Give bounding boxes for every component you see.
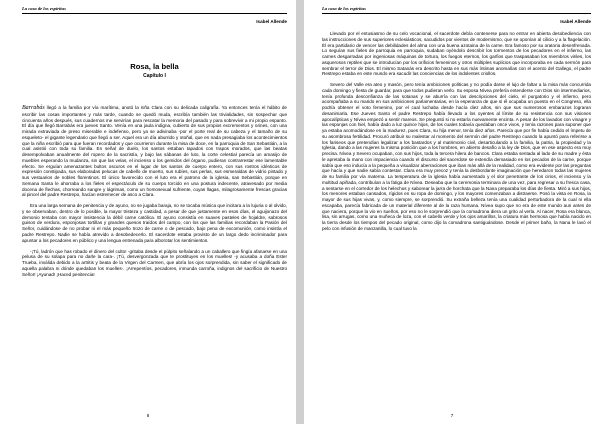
left-page [0,0,296,424]
dropcap-word: Barrabás [22,105,45,111]
running-head [322,6,591,12]
paragraph: Severo del Valle era ateo y masón, pero tenía ambiciones políticas y no podía darse el lujo de faltar a la misa más concurrida cada domingo y fiesta de guardar, para que todos pudieran verlo. Su esposa Nívea prefería entenderse con Dios sin intermediarios, tenía profunda desconfianza de las sotanas y se aburría con las descripciones del cielo, el purgatorio y el infierno, pero acompañaba a su marido en sus ambiciones parlamentarias, en la esperanza de que si él ocupaba un puesto en el Congreso, ella podría obtener el voto femenino, por el cual luchaba desde hacía diez años, sin que sus numerosos embarazos lograran desanimarla. Ese Jueves Santo el padre Restrepo había llevado a los oyentes al límite de su resistencia con sus visiones apocalípticas y Nívea empezó a sentir mareos. Se preguntó si no estaría nuevamente encinta. A pesar de los lavados con vinagre y las esponjas con hiel, había dado a luz quince hijos, de los cuales todavía quedaban once vivos, y tenía razones para suponer que ya estaba acomodándose en la madurez, pues Clara, su hija menor, tenía diez años. Parecía que por fin había cedido el ímpetu de su asombrosa fertilidad. Procuró atribuir su malestar al momento del sermón del padre Restrepo cuando la apuntó para referirse a los fariseos que pretendían legalizar a los bastardos y al matrimonio civil, desarticulando a la familia, la patria, la propiedad y la Iglesia, dando a las mujeres la misma posición que a los hombres, en abierto desafío a la ley de Dios, que en ese aspecto era muy precisa. Nívea y Severo ocupaban, con sus hijos, toda la tercera hilera de bancos. Clara estaba sentada al lado de su madre y ésta le apretaba la mano con impaciencia cuando el discurso del sacerdote se extendía demasiado en los pecados de la carne, porque sabía que eso inducía a la pequeña a visualizar aberraciones que iban más allá de la realidad, como era evidente por las preguntas que hacía y que nadie sabía contestar. Clara era muy precoz y tenía la desbordante imaginación que heredaron todas las mujeres de su familia por vía materna. La temperatura de la iglesia había aumentado y el olor penetrante de los cirios, el incienso y la multitud apiñada, contribuían a la fatiga de Nívea. Deseaba que la ceremonia terminara de una vez, para regresar a su fresca casa, a sentarse en el corredor de los helechos y saborear la jarra de horchata que la Nana preparaba los días de fiesta. Miró a sus hijos, los menores estaban cansados, rígidos en su ropa de domingo, y los mayores comenzaban a distraerse. Posó la vista en Rosa, la mayor de sus hijas vivas, y, como siempre, se sorprendió. Su extraña belleza tenía una cualidad perturbadora de la cual ni ella escapaba, parecía fabricada de un material diferente al de la raza humana. Nívea supo que no era de este mundo aun antes de que naciera, porque la vio en sueños, por eso no le sorprendió que la comadrona diera un grito al verla. Al nacer, Rosa era blanca, lisa, sin arrugas, como una muñeca de loza, con el cabello verde y los ojos amarillos, la criatura más hermosa que había nacido en la tierra desde los tiempos del pecado original, como dijo la comadrona santiguándose. Desde el primer baño, la Nana le lavó el pelo con infusión de manzanilla, lo cual tuvo la [322,82,591,231]
paragraph: Llevado por el entusiasmo de su celo vocacional, el sacerdote debía contenerse para no entrar en abierta desobediencia con las instrucciones de sus superiores eclesiásticos, sacudidos por vientos de modernismo, que se oponían al cilicio y a la flagelación. Él era partidario de vencer las debilidades del alma con una buena azotaina de la carne. Era famoso por su oratoria desenfrenada. Lo seguían sus fieles de parroquia en parroquia, sudaban oyéndolo describir los tormentos de los pecadores en el infierno, las carnes desgarradas por ingeniosas máquinas de tortura, los fuegos eternos, los garfios que traspasaban los miembros viriles, los asquerosos reptiles que se introducían por los orificios femeninos y otros múltiples suplicios que incorporaba en cada sermón para sembrar el terror de Dios. El mismo Satanás era descrito hasta en sus más íntimas anomalías con el acento del Gallego, el padre Restrepo estaba en este mundo era sacudir las conciencias de los indolentes criollos. [322,31,591,77]
chapter-title: Rosa, la bella [130,62,179,71]
author-name: Isabel Allende [560,19,591,24]
paragraph [22,105,287,198]
body-text [22,105,287,277]
page-number: 6 [146,413,150,418]
header-rule [22,13,287,14]
page-number: 7 [450,413,454,418]
right-page [304,0,600,424]
paragraph: Era una larga semana de penitencia y de ayuno, no se jugaba baraja, no se tocaba música que incitara a la lujuria o al olvido, y se observaban, dentro de lo posible, la mayor tristeza y castidad, a pesar de que justamente en esos días, el aguijonazo del demonio tentaba con mayor insistencia la débil carne católica. El ayuno consistía en suaves pasteles de hojaldre, sabrosos guisos de verdura, esponjosas tortillas y grandes quesos traídos del campo, con los que las familias recordaban la Pasión del Señor, cuidándose de no probar ni el más pequeño trozo de carne o de pescado, bajo pena de excomunión, como insistía el padre Restrepo. Nadie se había atrevido a desobedecerlo. El sacerdote estaba provisto de un largo dedo incriminador para apuntar a los pecadores en público y una lengua entrenada para alborotar los sentimientos. [22,203,287,243]
chapter-heading [22,62,287,79]
paragraph: -¡Tú, ladrón que has robado el dinero del culto! -gritaba desde el púlpito señalando a un caballero que fingía afanarse en una pelusa de su solapa para no darle la cara-. ¡Tú, desvergonzada que te prostituyes en los muelles! -y acusaba a doña Ester Trueba, inválida debido a la artritis y beata de la Virgen del Carmen, que abría los ojos sorprendida, sin saber el significado de aquella palabra ni dónde quedaban los muelles-. ¡Arrepentíos, pecadores, inmunda carroña, indignos del sacrificio de Nuestro Señor! ¡Ayunad! ¡Haced penitencia! [22,248,287,277]
body-text [322,31,591,232]
author-name: Isabel Allende [256,19,287,24]
chapter-number: Capítulo I [143,73,166,79]
book-title: La casa de los espíritus [322,6,366,11]
page-gutter [296,0,304,424]
header-rule [322,13,591,14]
running-head [22,6,287,12]
book-title: La casa de los espíritus [22,6,66,11]
paragraph-text: llegó a la familia por vía marítima, anotó la niña Clara con su delicada caligrafía. Ya entonces tenía el hábito de escribir las cosas importantes y más tarde, cuando se quedó muda, escribía también las trivialidades, sin sospechar que cincuenta años después, sus cuadernos me servirían para rescatar la memoria del pasado y para sobrevivir a mi propio espanto. El día que llegó Barrabás era jueves Santo. Venía en una jaula indigna, cubierto de sus propios excrementos y orines, con una mirada extraviada de preso miserable e indefenso, pero ya se adivinaba -por el porte real de su cabeza y el tamaño de su esqueleto- el gigante legendario que llegó a ser. Aquel era un día aburrido y otoñal, que en nada presagiaba los acontecimientos que la niña escribió para que fueran recordados y que ocurrieron durante la misa de doce, en la parroquia de San Sebastián, a la cual asistió con toda su familia. En señal de duelo, los santos estaban tapados con trapos morados, que las beatas desempolvaban anualmente del ropero de la sacristía, y bajo las sábanas de luto, la corte celestial parecía un amasijo de muebles esperando la mudanza, sin que las velas, el incienso o los gemidos del órgano, pudieran contrarrestar ese lamentable efecto. Se erguían amenazantes bultos oscuros en el lugar de los santos de cuerpo entero, con sus rostros idénticos de expresión constipada, sus elaboradas pelucas de cabello de muerto, sus rubíes, sus perlas, sus esmeraldas de vidrio pintado y sus vestuarios de nobles florentinos. El único favorecido con el luto era el patrono de la iglesia, san Sebastián, porque en Semana Santa le ahorraba a los fieles el espectáculo de su cuerpo torcido en una postura indecente, atravesado por media docena de flechas, chorreando sangre y lágrimas, como un homosexual sufriente, cuyas llagas, milagrosamente frescas gracias al pincel del padre Restrepo, hacían estremecer de asco a Clara. [22,105,287,198]
